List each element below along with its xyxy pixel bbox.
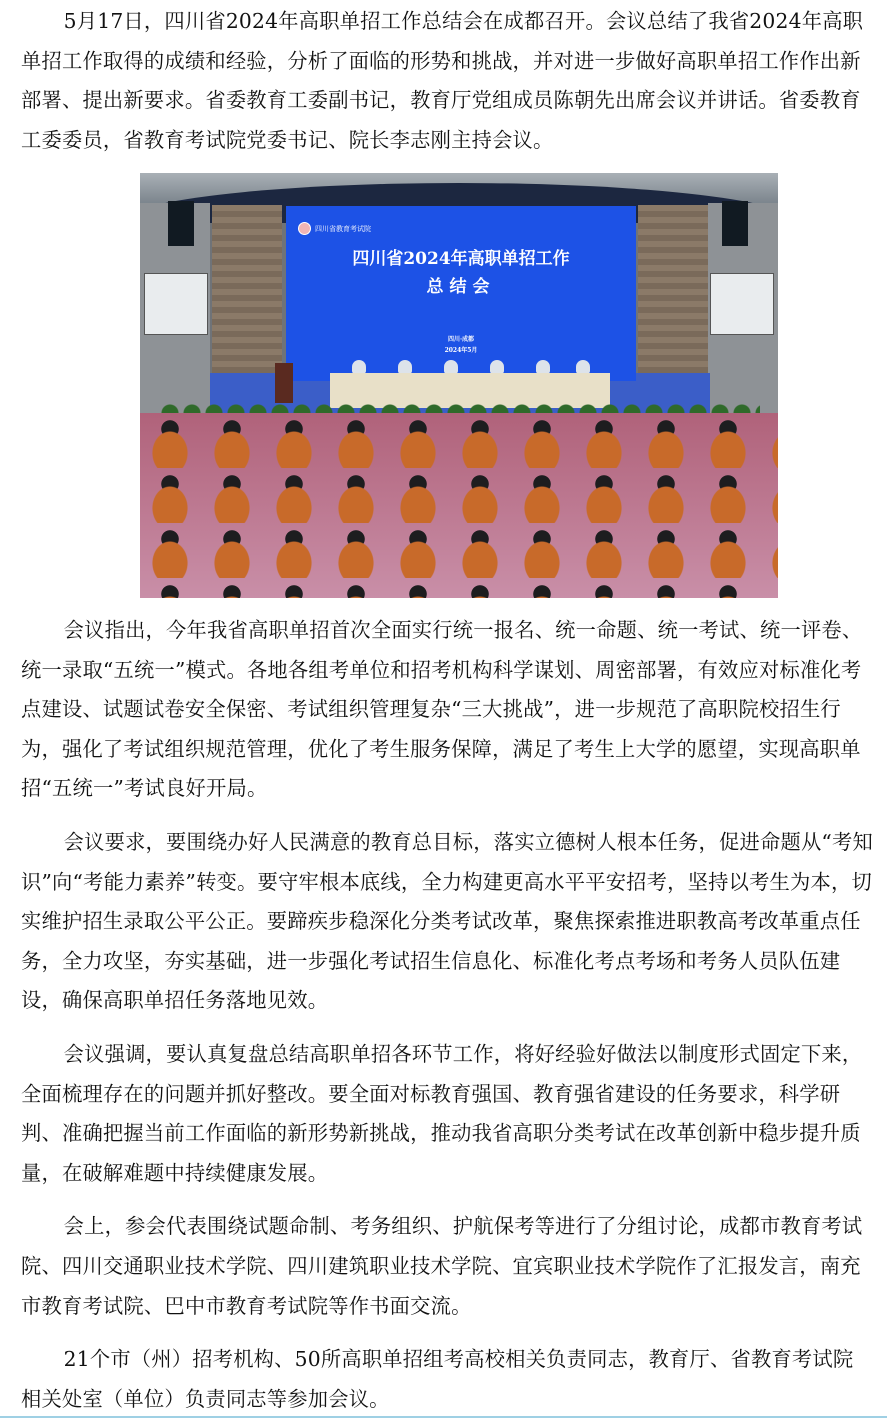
meeting-photo xyxy=(140,173,778,598)
audience-seats xyxy=(140,413,778,598)
screen-date: 2024年5月 xyxy=(444,347,478,354)
screen-logo-text: 四川省教育考试院 xyxy=(315,224,371,233)
paragraph-discussion: 会上，参会代表围绕试题命制、考务组织、护航保考等进行了分组讨论，成都市教育考试院、四川交通职业技术学院、四川建筑职业技术学院、宜宾职业技术学院作了汇报发言，南充市教育考试院、巴中市教育考试院等作书面交流。 xyxy=(21,1214,863,1318)
emblem-icon xyxy=(298,222,311,235)
article-rest xyxy=(21,611,873,1419)
presider xyxy=(352,360,366,374)
presider xyxy=(444,360,458,374)
presider xyxy=(490,360,504,374)
bottom-divider xyxy=(0,1416,887,1418)
presider xyxy=(536,360,550,374)
screen-place: 四川·成都 xyxy=(447,336,475,343)
led-screen xyxy=(286,206,636,381)
screen-title: 四川省2024年高职单招工作 xyxy=(352,249,570,269)
paragraph-intro: 5月17日，四川省2024年高职单招工作总结会在成都召开。会议总结了我省2024年高职单招工作取得的成绩和经验，分析了面临的形势和挑战，并对进一步做好高职单招工作作出新部署、提出新要求。省委教育工委副书记，教育厅党组成员陈朝先出席会议并讲话。省委教育工委委员，省教育考试院党委书记、院长李志刚主持会议。 xyxy=(21,9,864,152)
speaker-left-icon xyxy=(168,201,194,246)
screen-subtitle: 总结会 xyxy=(426,277,496,297)
side-panel-left xyxy=(144,273,208,335)
presider xyxy=(398,360,412,374)
presider xyxy=(576,360,590,374)
paragraph-points: 会议指出，今年我省高职单招首次全面实行统一报名、统一命题、统一考试、统一评卷、统一录取“五统一”模式。各地各组考单位和招考机构科学谋划、周密部署，有效应对标准化考点建设、试题试卷安全保密、考试组织管理复杂“三大挑战”，进一步规范了高职院校招生行为，强化了考试组织规范管理，优化了考生服务保障，满足了考生上大学的愿望，实现高职单招“五统一”考试良好开局。 xyxy=(21,618,863,801)
paragraph-attendees: 21个市（州）招考机构、50所高职单招组考高校相关负责同志，教育厅、省教育考试院相关处室（单位）负责同志等参加会议。 xyxy=(21,1347,854,1411)
paragraph-requirements: 会议要求，要围绕办好人民满意的教育总目标，落实立德树人根本任务，促进命题从“考知识”向“考能力素养”转变。要守牢根本底线，全力构建更高水平平安招考，坚持以考生为本，切实维护招生录取公平公正。要蹄疾步稳深化分类考试改革，聚焦探索推进职教高考改革重点任务，全力攻坚，夯实基础，进一步强化考试招生信息化、标准化考点考场和考务人员队伍建设，确保高职单招任务落地见效。 xyxy=(21,829,873,1013)
speaker-right-icon xyxy=(722,201,748,246)
paragraph-emphasis: 会议强调，要认真复盘总结高职单招各环节工作，将好经验好做法以制度形式固定下来，全面梳理存在的问题并抓好整改。要全面对标教育强国、教育强省建设的任务要求，科学研判、准确把握当前工作面临的新形势新挑战，推动我省高职分类考试在改革创新中稳步提升质量，在破解难题中持续健康发展。 xyxy=(21,1041,863,1185)
side-panel-right xyxy=(710,273,774,335)
screen-logo xyxy=(298,222,371,235)
auditorium-scene xyxy=(140,173,778,598)
